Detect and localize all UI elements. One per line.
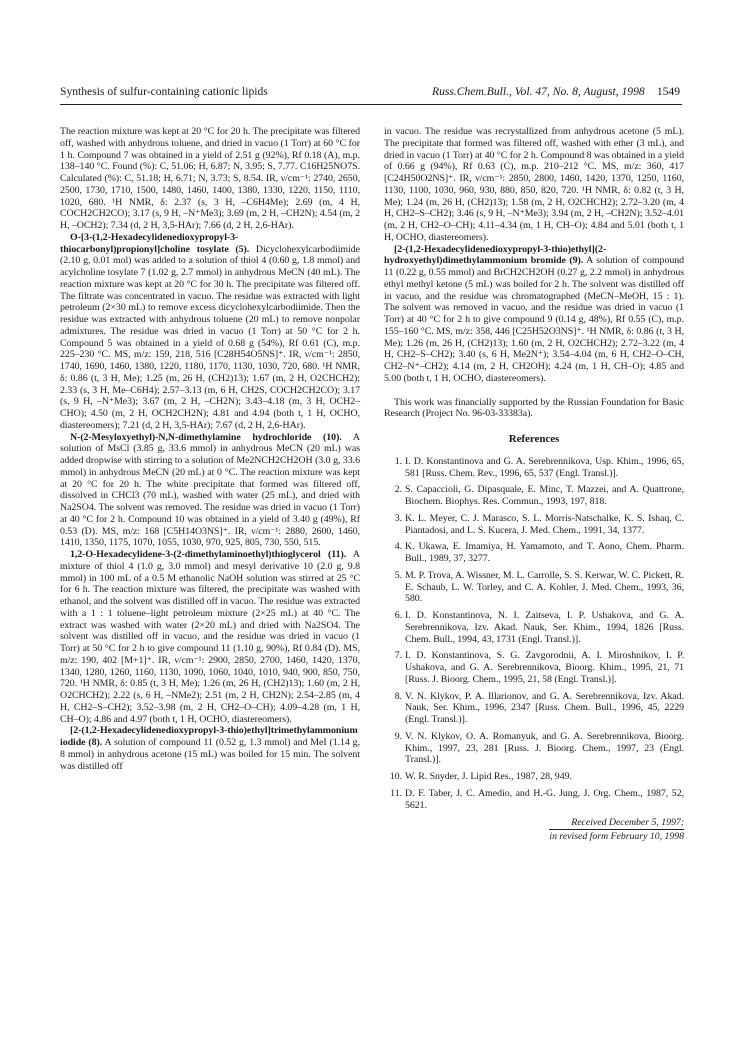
compound-9-text: A solution of compound 11 (0.22 g, 0.55 mmol) and BrCH2CH2OH (0.27 g, 2.2 mmol) in anhydrous ethyl methyl ketone (5 mL) was boiled for 2 h. The solvent was distilled off in vacuo, and the residue was chromatographed (MeCN–MeOH, 15 : 1). The solvent was removed in vacuo, and the residue was dried in vacuo (1 Torr) at 40 °C for 2 h to give compound 9 (0.14 g, 48%), Rf 0.55 (C), m.p. 155–160 °C. MS, m/z: 358, 446 [C25H52O3NS]⁺. ¹H NMR, δ: 0.86 (t, 3 H, Me); 1.26 (m, 26 H, (CH2)13); 1.60 (m, 2 H, O2CHCH2); 2.72–3.22 (m, 4 H, CH2–S–CH2); 3.40 (s, 6 H, Me2N⁺); 3.54–4.04 (m, 6 H, CH2–O–CH, CH2–N⁺–CH2); 4.14 (m, 2 H, CH2OH); 4.24 (m, 1 H, CH–O); 4.85 and 5.00 (both t, 1 H, OCHO, diastereomers).	[384, 255, 684, 384]
received-date: Received December 5, 1997;	[571, 817, 684, 829]
compound-10-text: A solution of MsCl (3.85 g, 33.6 mmol) in anhydrous MeCN (20 mL) was added dropwise with stirring to a solution of Me2NCH2CH2OH (3.0 g, 33.6 mmol) in anhydrous MeCN (20 mL) at 0 °C. The reaction mixture was kept at 20 °C for 20 h. The white precipitate that formed was filtered off, dissolved in CHCl3 (70 mL), washed with water (25 mL), and dried with Na2SO4. The solvent was removed. The residue was dried in vacuo (1 Torr) at 40 °C for 2 h. Compound 10 was obtained in a yield of 3.40 g (49%), Rf 0.53 (D). MS, m/z: 168 [C5H14O3NS]⁺. IR, ν/cm⁻¹: 2880, 2600, 1460, 1410, 1350, 1175, 1070, 1055, 1030, 970, 925, 805, 730, 550, 515.	[60, 431, 360, 549]
reference-number: 7.	[394, 650, 402, 662]
compound-5-heading: O-[3-(1,2-Hexadecylidenedioxypropyl-3-thiocarbonyl)propionyl]choline tosylate (5).	[60, 231, 250, 255]
reference-text: S. Capaccioli, G. Dipasquale, E. Minc, T. Mazzei, and A. Quattrone, Biochem. Biophys. Res. Commun., 1993, 197, 818.	[405, 484, 684, 507]
paragraph-compound-10	[60, 432, 360, 550]
reference-text: M. P. Trova, A. Wissner, M. L. Carrolle, S. S. Kerwar, W. C. Pickett, R. E. Schaub, L. W. Torley, and C. A. Kohler, J. Med. Chem., 1993, 36, 580.	[405, 569, 684, 605]
compound-11-text: A mixture of thiol 4 (1.0 g, 3.0 mmol) and mesyl derivative 10 (2.0 g, 9.8 mmol) in 100 mL of a 0.5 M ethanolic NaOH solution was stirred at 25 °C for 6 h. The reaction mixture was filtered, the precipitate was washed with ethanol, and the solvent was distilled off in vacuo. The residue was extracted with a 1 : 1 toluene–light petroleum mixture (2×25 mL) at 40 °C. The extract was washed with water (2×20 mL) and dried with Na2SO4. The solvent was distilled off in vacuo, and the residue was dried in vacuo (1 Torr) at 50 °C for 2 h to give compound 11 (1.10 g, 90%), Rf 0.84 (D). MS, m/z: 190, 402 [M+1]⁺. IR, ν/cm⁻¹: 2900, 2850, 2700, 1460, 1420, 1370, 1340, 1280, 1260, 1160, 1130, 1090, 1060, 1040, 1010, 940, 900, 850, 750, 720. ¹H NMR, δ: 0.85 (t, 3 H, Me); 1.26 (m, 26 H, (CH2)13); 1.60 (m, 2 H, O2CHCH2); 2.22 (s, 6 H, –NMe2); 2.51 (m, 2 H, CH2N); 2.54–2.85 (m, 4 H, CH2–S–CH2); 3.52–3.98 (m, 2 H, CH2–O–CH); 4.09–4.28 (m, 1 H, CH–O); 4.86 and 4.97 (both t, 1 H, OCHO, diastereomers).	[60, 549, 360, 725]
reference-item	[384, 691, 684, 726]
compound-8-heading: [2-(1,2-Hexadecylidenedioxypropyl-3-thio)ethyl]trimethylammonium iodide (8).	[60, 725, 358, 748]
paragraph-compound-8	[60, 725, 360, 772]
reference-item	[384, 788, 684, 812]
references-heading: References	[508, 433, 560, 445]
acknowledgment: This work was financially supported by the Russian Foundation for Basic Research (Project No. 96-03-33383a).	[384, 396, 684, 420]
reference-number: 5.	[394, 569, 402, 581]
paragraph-compound-9	[384, 244, 684, 385]
reference-number: 11.	[390, 787, 402, 799]
paragraph-compound-7: The reaction mixture was kept at 20 °C for 20 h. The precipitate was filtered off, washed with anhydrous toluene, and dried in vacuo (1 Torr) at 60 °C for 1 h. Compound 7 was obtained in a yield of 2.51 g (92%), Rf 0.18 (A), m.p. 138–140 °C. Found (%): C, 51.06; H, 6.87; N, 3.95; S, 7.77. C16H25NO7S. Calculated (%): C, 51.18; H, 6.71; N, 3.73; S, 8.54. IR, ν/cm⁻¹: 2740, 2650, 2500, 1730, 1710, 1500, 1480, 1460, 1400, 1380, 1330, 1220, 1150, 1110, 1020, 680. ¹H NMR, δ: 2.37 (s, 3 H, –C6H4Me); 2.69 (m, 4 H, COCH2CH2CO); 3.17 (s, 9 H, –N⁺Me3); 3.69 (m, 2 H, –CH2N); 4.54 (m, 2 H, –OCH2); 7.34 (d, 2 H, 3,5-HAr); 7.66 (d, 2 H, 2,6-HAr).	[60, 126, 360, 231]
right-column	[384, 126, 684, 843]
reference-text: K. Ukawa, E. Imamiya, H. Yamamoto, and T. Aono, Chem. Pharm. Bull., 1989, 37, 3277.	[405, 541, 684, 564]
reference-text: W. R. Snyder, J. Lipid Res., 1987, 28, 949.	[405, 771, 572, 782]
journal-citation: Russ.Chem.Bull., Vol. 47, No. 8, August, 1998	[432, 85, 645, 98]
reference-list	[384, 456, 684, 812]
reference-item	[384, 541, 684, 565]
paragraph-compound-5	[60, 232, 360, 432]
received-dates	[384, 817, 684, 843]
reference-item	[384, 456, 684, 480]
reference-text: I. D. Konstantinova and G. A. Serebrennikova, Usp. Khim., 1996, 65, 581 [Russ. Chem. Rev., 1996, 65, 537 (Engl. Transl.)].	[405, 455, 684, 479]
reference-item	[384, 610, 684, 645]
compound-10-heading: N-(2-Mesyloxyethyl)-N,N-dimethylamine hydrochloride (10).	[70, 431, 342, 443]
reference-number: 1.	[394, 455, 402, 467]
revised-date: in revised form February 10, 1998	[549, 831, 684, 842]
reference-item	[384, 771, 684, 783]
reference-number: 6.	[394, 610, 402, 621]
reference-text: I. D. Konstantinova, N. I. Zaitseva, I. P. Ushakova, and G. A. Serebrennikova, Izv. Akad. Nauk, Ser. Khim., 1994, 1826 [Russ. Chem. Bull., 1994, 43, 1731 (Engl. Transl.)].	[405, 610, 684, 645]
reference-item	[384, 513, 684, 537]
left-column	[60, 126, 360, 772]
compound-11-heading: 1,2-O-Hexadecylidene-3-(2-dimethylaminoethyl)thioglycerol (11).	[70, 549, 347, 560]
reference-item	[384, 650, 684, 685]
reference-text: V. N. Klykov, O. A. Romanyuk, and G. A. Serebrennikova, Bioorg. Khim., 1997, 23, 281 [Russ. J. Bioorg. Chem., 1997, 23 (Engl. Transl.)].	[405, 730, 684, 766]
reference-text: I. D. Konstantinova, S. G. Zavgorodnii, A. I. Miroshnikov, I. P. Ushakova, and G. A. Serebrennikova, Bioorg. Khim., 1995, 21, 71 [Russ. J. Bioorg. Chem., 1995, 21, 58 (Engl. Transl.)].	[405, 650, 684, 685]
reference-item	[384, 484, 684, 508]
paragraph-compound-11	[60, 549, 360, 725]
reference-text: V. N. Klykov, P. A. Illarionov, and G. A. Serebrennikova, Izv. Akad. Nauk, Ser. Khim., 1996, 2347 [Russ. Chem. Bull., 1996, 45, 2229 (Engl. Transl.)].	[405, 690, 684, 725]
reference-number: 3.	[394, 512, 402, 524]
reference-text: K. L. Meyer, C. J. Marasco, S. L. Morris-Natschalke, K. S. Ishaq, C. Piantadosi, and L. S. Kucera, J. Med. Chem., 1991, 34, 1377.	[405, 512, 684, 536]
reference-number: 2.	[394, 484, 402, 496]
compound-8-text: A solution of compound 11 (0.52 g, 1.3 mmol) and MeI (1.14 g, 8 mmol) in anhydrous acetone (15 mL) was boiled for 15 min. The solvent was distilled off	[60, 737, 360, 772]
reference-item	[384, 731, 684, 766]
paragraph-compound-8-cont: in vacuo. The residue was recrystallized from anhydrous acetone (5 mL). The precipitate that formed was filtered off, washed with ether (3 mL), and dried in vacuo (1 Torr) at 40 °C for 2 h. Compound 8 was obtained in a yield of 0.66 g (94%), Rf 0.63 (C), m.p. 210–212 °C. MS, m/z: 360, 417 [C24H50O2NS]⁺. IR, ν/cm⁻¹: 2850, 2800, 1460, 1420, 1370, 1250, 1160, 1130, 1100, 1030, 960, 930, 880, 850, 820, 720. ¹H NMR, δ: 0.82 (t, 3 H, Me); 1.24 (m, 26 H, (CH2)13); 1.58 (m, 2 H, O2CHCH2); 2.72–3.20 (m, 4 H, CH2–S–CH2); 3.46 (s, 9 H, –N⁺Me3); 3.94 (m, 2 H, –CH2N); 3.52–4.01 (m, 2 H, CH2–O–CH); 4.11–4.34 (m, 1 H, CH–O); 4.84 and 5.01 (both t, 1 H, OCHO, diastereomers).	[384, 126, 684, 243]
running-header	[60, 82, 682, 105]
compound-5-text: Dicyclohexylcarbodiimide (2.10 g, 0.01 mol) was added to a solution of thiol 4 (0.60 g, 1.8 mmol) and acylcholine tosylate 7 (1.02 g, 2.7 mmol) in anhydrous MeCN (40 mL). The reaction mixture was kept at 20 °C for 30 h. The precipitate was filtered off. The filtrate was concentrated in vacuo. The residue was extracted with light petroleum (2×30 mL) to remove excess dicyclohexylcarbodiimide. Then the residue was extracted with anhydrous toluene (20 mL) to remove nonpolar admixtures. The residue was dried in vacuo (1 Torr) at 50 °C for 2 h. Compound 5 was obtained in a yield of 0.68 g (54%), Rf 0.61 (C), m.p. 225–230 °C. MS, m/z: 159, 218, 516 [C28H54O5NS]⁺. IR, ν/cm⁻¹: 2850, 1740, 1690, 1460, 1380, 1220, 1180, 1170, 1130, 1030, 720, 680. ¹H NMR, δ: 0.86 (t, 3 H, Me); 1.25 (m, 26 H, (CH2)13); 1.67 (m, 2 H, O2CHCH2); 2.33 (s, 3 H, Me–C6H4); 2.57–3.13 (m, 6 H, CH2S, COCH2CH2CO); 3.17 (s, 9 H, –N⁺Me3); 3.67 (m, 2 H, –CH2N); 3.43–4.18 (m, 3 H, OCH2–CHO); 4.50 (m, 2 H, OCH2CH2N); 4.81 and 4.94 (both t, 1 H, OCHO, diastereomers); 7.21 (d, 2 H, 3,5-HAr); 7.67 (d, 2 H, 2,6-HAr).	[60, 243, 360, 431]
reference-number: 8.	[394, 690, 402, 702]
page-number: 1549	[656, 85, 680, 98]
reference-item	[384, 570, 684, 605]
reference-number: 10.	[389, 771, 402, 782]
reference-number: 9.	[394, 730, 402, 742]
reference-number: 4.	[394, 541, 402, 553]
compound-9-heading: [2-(1,2-Hexadecylidenedioxypropyl-3-thio)ethyl](2-hydroxyethyl)dimethylammonium bromide (9).	[384, 243, 607, 267]
reference-text: D. F. Taber, J. C. Amedio, and H.-G. Jung, J. Org. Chem., 1987, 52, 5621.	[405, 787, 684, 811]
running-title: Synthesis of sulfur-containing cationic lipids	[60, 85, 268, 98]
